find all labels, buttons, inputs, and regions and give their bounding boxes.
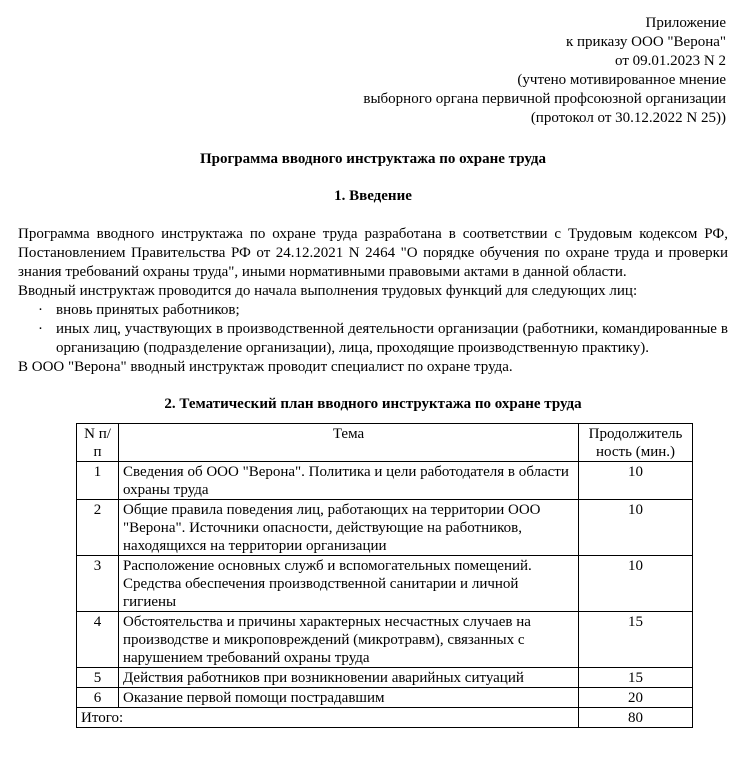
table-row xyxy=(77,500,693,556)
appendix-block xyxy=(18,14,726,128)
intro-paragraph: В ООО "Верона" вводный инструктаж проводит специалист по охране труда. xyxy=(18,359,513,375)
thematic-plan-table xyxy=(76,423,693,728)
table-row xyxy=(77,462,693,500)
row-num: 3 xyxy=(77,556,119,612)
document-title: Программа вводного инструктажа по охране труда xyxy=(199,151,547,167)
appendix-line: Приложение xyxy=(645,15,726,31)
row-topic: Сведения об ООО "Верона". Политика и цели работодателя в области охраны труда xyxy=(119,462,579,500)
row-topic: Действия работников при возникновении аварийных ситуаций xyxy=(119,668,579,688)
persons-list xyxy=(18,301,728,358)
intro-paragraph: Вводный инструктаж проводится до начала выполнения трудовых функций для следующих лиц: xyxy=(18,283,638,299)
appendix-line: выборного органа первичной профсоюзной организации xyxy=(363,91,726,107)
appendix-line: (учтено мотивированное мнение xyxy=(517,72,726,88)
row-topic: Расположение основных служб и вспомогательных помещений. Средства обеспечения производственной санитарии и личной гигиены xyxy=(119,556,579,612)
table-row xyxy=(77,612,693,668)
section1-body xyxy=(18,225,728,377)
row-topic: Обстоятельства и причины характерных несчастных случаев на производстве и микроповреждений (микротравм), связанных с нарушением требований охраны труда xyxy=(119,612,579,668)
header-topic: Тема xyxy=(119,424,579,462)
document-page xyxy=(18,14,728,728)
row-num: 4 xyxy=(77,612,119,668)
table-total-row xyxy=(77,708,693,728)
header-num: N п/п xyxy=(77,424,119,462)
list-item xyxy=(18,320,728,358)
list-item xyxy=(18,301,728,320)
header-duration: Продолжитель ность (мин.) xyxy=(579,424,693,462)
table-row xyxy=(77,688,693,708)
row-num: 6 xyxy=(77,688,119,708)
row-duration: 10 xyxy=(579,500,693,556)
bullet-marker: · xyxy=(38,302,43,318)
row-duration: 15 xyxy=(579,668,693,688)
table-row xyxy=(77,668,693,688)
total-label: Итого: xyxy=(77,708,579,728)
section2-heading: 2. Тематический план вводного инструктажа по охране труда xyxy=(164,396,582,412)
table-header-row xyxy=(77,424,693,462)
row-duration: 10 xyxy=(579,462,693,500)
appendix-line: от 09.01.2023 N 2 xyxy=(615,53,726,69)
appendix-line: к приказу ООО "Верона" xyxy=(565,34,726,50)
row-duration: 20 xyxy=(579,688,693,708)
list-item-text: иных лиц, участвующих в производственной деятельности организации (работники, командированные в организацию (подразделение организации), лица, проходящие производственную практику). xyxy=(56,321,728,356)
section1-heading: 1. Введение xyxy=(334,188,412,204)
row-topic: Общие правила поведения лиц, работающих на территории ООО "Верона". Источники опасности, действующие на работников, находящихся на территории организации xyxy=(119,500,579,556)
row-num: 5 xyxy=(77,668,119,688)
intro-paragraph: Программа вводного инструктажа по охране труда разработана в соответствии с Трудовым кодексом РФ, Постановлением Правительства РФ от 24.12.2021 N 2464 "О порядке обучения по охране труда и проверки знания требований охраны труда", иными нормативными правовыми актами в данной области. xyxy=(18,226,728,280)
bullet-marker: · xyxy=(38,321,43,337)
row-duration: 15 xyxy=(579,612,693,668)
row-topic: Оказание первой помощи пострадавшим xyxy=(119,688,579,708)
row-num: 1 xyxy=(77,462,119,500)
row-num: 2 xyxy=(77,500,119,556)
appendix-line: (протокол от 30.12.2022 N 25)) xyxy=(530,110,726,126)
table-row xyxy=(77,556,693,612)
row-duration: 10 xyxy=(579,556,693,612)
list-item-text: вновь принятых работников; xyxy=(56,302,240,318)
total-value: 80 xyxy=(579,708,693,728)
